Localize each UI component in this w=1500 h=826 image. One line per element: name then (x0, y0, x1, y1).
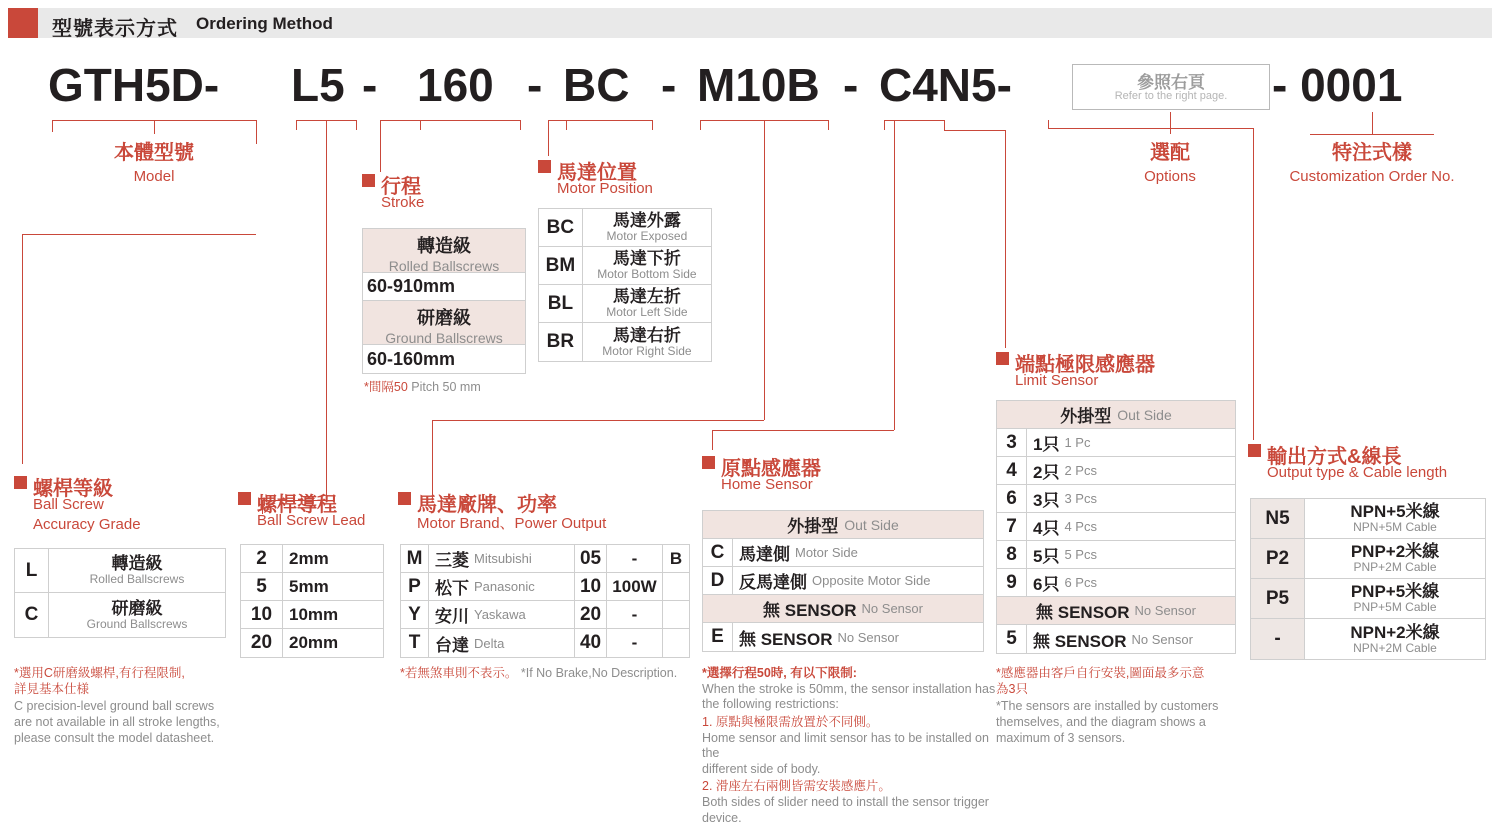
mb-pw-val-2: - (607, 601, 663, 628)
ls-key-4: 8 (997, 541, 1027, 568)
table-row (539, 285, 711, 323)
mp-val-0 (583, 209, 711, 246)
pn-dash-1: - (362, 59, 378, 111)
ot-val-3 (1305, 619, 1485, 659)
table-row (997, 625, 1235, 653)
mb-pw-key-3: 40 (575, 629, 607, 657)
label-accuracy-grade-en2: Accuracy Grade (33, 516, 141, 533)
table-row (703, 567, 983, 595)
table-row (1251, 539, 1485, 579)
mb-key-3: T (401, 629, 429, 657)
pn-dash-3: - (661, 59, 677, 111)
lead-table (240, 544, 384, 658)
mp-val-0-en: Motor Exposed (606, 229, 688, 244)
ls-note-l5: maximum of 3 sensors. (996, 730, 1126, 745)
leader-hs-stem (894, 120, 895, 430)
label-stroke-cn: 行程 (381, 176, 421, 198)
table-row (539, 209, 711, 247)
mp-val-1-en: Motor Bottom Side (597, 267, 697, 282)
label-motor-position-en: Motor Position (557, 180, 653, 197)
motor-brand-note (400, 666, 677, 682)
ls-val-7-cn: 無 SENSOR (1033, 631, 1127, 651)
ag-val-1-en: Ground Ballscrews (86, 616, 188, 631)
label-limit-sensor-en: Limit Sensor (1015, 372, 1099, 389)
ls-val-0-en: 1 Pc (1064, 435, 1091, 450)
mp-key-1: BM (539, 247, 583, 284)
hs-val-1-cn: 反馬達側 (739, 573, 807, 592)
mp-key-3: BR (539, 323, 583, 361)
ls-key-7: 5 (997, 625, 1027, 653)
table-row (997, 429, 1235, 457)
ag-val-1 (49, 593, 225, 637)
mb-pw-key-1: 10 (575, 573, 607, 600)
ls-note-l4: themselves, and the diagram shows a (996, 714, 1206, 729)
hs-val-2-cn: 無 SENSOR (763, 601, 857, 620)
ag-val-0-en: Rolled Ballscrews (89, 572, 185, 587)
stroke-note (364, 380, 481, 396)
ag-note-l1: *選用C研磨級螺桿,有行程限制, (14, 666, 185, 680)
home-sensor-table (702, 510, 984, 652)
limit-sensor-note (996, 666, 1246, 746)
header-title-cn: 型號表示方式 (52, 18, 178, 40)
ls-val-6-en: No Sensor (1134, 603, 1196, 618)
leader-custom-h (1310, 134, 1434, 135)
label-options-en: Options (1144, 168, 1196, 185)
table-row (241, 629, 383, 657)
ag-val-0 (49, 549, 225, 592)
ag-key-1: C (15, 593, 49, 637)
limit-sensor-table (996, 400, 1236, 654)
motor-brand-table (400, 544, 690, 658)
lead-val-3: 20mm (289, 633, 339, 652)
options-reference-box[interactable] (1072, 64, 1270, 110)
label-accuracy-grade-cn: 螺桿等級 (33, 478, 113, 500)
stroke-table (362, 228, 526, 374)
ls-val-0-cn: 1只 (1033, 435, 1060, 454)
pn-sensor-output: C4N5- (879, 59, 1012, 111)
home-sensor-header (703, 511, 983, 539)
table-row (1251, 579, 1485, 619)
ag-val-0-cn: 轉造級 (111, 554, 163, 574)
table-row (15, 549, 225, 593)
leader-mb-stem (764, 120, 765, 420)
label-model (78, 136, 230, 185)
lead-key-2: 10 (241, 601, 283, 628)
pn-dash-2: - (527, 59, 543, 111)
table-row (241, 601, 383, 629)
ot-val-1 (1305, 539, 1485, 578)
motor-position-table (538, 208, 712, 362)
hs-note-l8: Both sides of slider need to install the sensor trigger device. (702, 795, 989, 825)
mp-val-0-cn: 馬達外露 (612, 211, 681, 231)
hs-val-1-en: Opposite Motor Side (812, 573, 931, 588)
table-row (401, 545, 689, 573)
mp-val-3-cn: 馬達右折 (612, 325, 681, 345)
mb-brand-1 (429, 573, 575, 600)
lead-val-0: 2mm (289, 548, 329, 568)
mb-brand-0-en: Mitsubishi (474, 551, 532, 566)
mb-brake-1 (663, 573, 689, 600)
mb-brand-2-en: Yaskawa (474, 607, 526, 622)
ls-val-5-en: 6 Pcs (1064, 575, 1097, 590)
ls-note-l1: *感應器由客戶自行安裝,圖面最多示意 (996, 666, 1205, 680)
pn-motor-brand: M10B (697, 59, 820, 111)
ot-val-2-en: PNP+5M Cable (1353, 600, 1437, 615)
ls-val-1-cn: 2只 (1033, 463, 1060, 482)
mb-pw-val-1: 100W (607, 573, 663, 600)
table-row (703, 623, 983, 651)
leader-stroke-l (420, 120, 421, 130)
ls-val-2 (1027, 485, 1235, 512)
ag-note-l4: are not available in all stroke lengths, (14, 714, 220, 729)
ls-val-3 (1027, 513, 1235, 540)
label-home-sensor-cn: 原點感應器 (721, 458, 821, 480)
stroke-note-en: Pitch 50 mm (411, 380, 481, 394)
leader-mb-l (700, 120, 701, 130)
label-accuracy-grade-en: Ball Screw (33, 496, 104, 513)
label-lead-cn: 螺桿導程 (257, 494, 337, 516)
mb-brand-3 (429, 629, 575, 657)
hs-note-l5: Home sensor and limit sensor has to be installed on the (702, 730, 989, 761)
leader-stroke-stem (380, 120, 381, 172)
table-row (401, 573, 689, 601)
table-row (539, 247, 711, 285)
table-row (15, 593, 225, 637)
ot-val-3-en: NPN+2M Cable (1353, 640, 1437, 655)
ls-note-l3: *The sensors are installed by customers (996, 699, 1219, 714)
hs-key-3: E (703, 623, 733, 651)
ls-key-1: 4 (997, 457, 1027, 484)
leader-model-stem (154, 120, 155, 134)
stroke-group-0-en: Rolled Ballscrews (388, 258, 500, 274)
table-row (997, 457, 1235, 485)
mp-val-2-en: Motor Left Side (606, 305, 688, 320)
ls-key-5: 9 (997, 569, 1027, 596)
ot-val-2 (1305, 579, 1485, 618)
label-options-cn: 選配 (1150, 142, 1190, 164)
label-model-en: Model (133, 168, 175, 185)
hs-val-3-cn: 無 SENSOR (739, 629, 833, 649)
mb-key-1: P (401, 573, 429, 600)
mp-val-3 (583, 323, 711, 361)
home-sensor-header-en: Out Side (844, 516, 899, 533)
leader-mp-arm (548, 120, 566, 121)
mb-pw-val-3: - (607, 629, 663, 657)
stroke-square-icon (362, 174, 375, 187)
label-home-sensor-en: Home Sensor (721, 476, 813, 493)
mb-brand-0-cn: 三菱 (435, 551, 469, 570)
options-reference-cn: 參照右頁 (1137, 73, 1205, 92)
label-motor-brand-cn: 馬達廠牌、功率 (417, 494, 557, 516)
hs-val-3 (733, 623, 983, 651)
ls-val-4-cn: 5只 (1033, 547, 1060, 566)
pn-stroke: 160 (417, 59, 494, 111)
ot-key-3: - (1251, 619, 1305, 659)
leader-mp-h (566, 120, 652, 121)
ot-key-0: N5 (1251, 499, 1305, 538)
leader-model-r (256, 120, 257, 132)
ls-key-0: 3 (997, 429, 1027, 456)
limit-sensor-header-cell (997, 401, 1235, 428)
ag-note-l5: please consult the model datasheet. (14, 730, 215, 745)
leader-hs-h (884, 120, 944, 121)
accuracy-grade-square-icon (14, 476, 27, 489)
ls-val-6-cn: 無 SENSOR (1036, 603, 1130, 622)
mp-val-1-cn: 馬達下折 (612, 249, 681, 269)
lead-key-3: 20 (241, 629, 283, 657)
pn-tail: - 0001 (1272, 59, 1403, 111)
accuracy-grade-table (14, 548, 226, 638)
ot-val-3-cn: NPN+2米線 (1350, 622, 1440, 642)
limit-sensor-header-cn: 外掛型 (1060, 407, 1112, 426)
ot-val-0 (1305, 499, 1485, 538)
mp-key-2: BL (539, 285, 583, 322)
table-row (539, 323, 711, 361)
mb-brand-1-en: Panasonic (474, 579, 535, 594)
table-row (703, 595, 983, 623)
ot-val-1-cn: PNP+2米線 (1350, 542, 1440, 562)
home-sensor-header-cn: 外掛型 (787, 517, 839, 536)
leader-mp-stem (548, 120, 549, 156)
pn-lead: L5 (291, 59, 345, 111)
hs-note-l2: When the stroke is 50mm, the sensor installation has (702, 681, 996, 696)
mb-note-cn: *若無煞車則不表示。 (400, 666, 518, 680)
hs-val-2-en: No Sensor (861, 601, 923, 616)
motor-brand-square-icon (398, 492, 411, 505)
ls-val-2-cn: 3只 (1033, 491, 1060, 510)
leader-hs-r (944, 120, 945, 130)
limit-sensor-header-en: Out Side (1117, 406, 1172, 423)
label-stroke-en: Stroke (381, 194, 425, 211)
leader-model-drop (256, 132, 257, 144)
ls-val-7-en: No Sensor (1131, 631, 1193, 647)
mb-brand-2-cn: 安川 (435, 607, 469, 626)
mb-note-en: *If No Brake,No Description. (520, 666, 678, 680)
mb-brand-1-cn: 松下 (435, 579, 469, 598)
limit-sensor-square-icon (996, 352, 1009, 365)
leader-stroke-r (520, 120, 521, 130)
ls-val-7 (1027, 625, 1235, 653)
ls-val-1 (1027, 457, 1235, 484)
stroke-group-1 (363, 301, 525, 345)
output-type-table (1250, 498, 1486, 660)
table-row (241, 545, 383, 573)
table-row (401, 601, 689, 629)
mp-key-0: BC (539, 209, 583, 246)
leader-mp-l (566, 120, 567, 130)
label-customization-en: Customization Order No. (1289, 168, 1455, 185)
table-row (997, 541, 1235, 569)
table-row (703, 539, 983, 567)
leader-ot-tick (1048, 120, 1049, 128)
leader-hs-foot (712, 430, 894, 431)
stroke-group-0-range: 60-910mm (363, 273, 525, 301)
ag-val-1-cn: 研磨級 (111, 598, 163, 618)
ls-key-2: 6 (997, 485, 1027, 512)
leader-hs-l (884, 120, 885, 130)
hs-val-0-en: Motor Side (795, 545, 858, 560)
ag-key-0: L (15, 549, 49, 592)
pn-model: GTH5D- (48, 59, 220, 111)
ls-note-l2: 為3只 (996, 681, 1028, 696)
ot-key-2: P5 (1251, 579, 1305, 618)
ot-val-0-cn: NPN+5米線 (1350, 502, 1440, 522)
hs-note-l1: *選擇行程50時, 有以下限制: (702, 666, 857, 680)
mp-val-1 (583, 247, 711, 284)
mb-pw-key-0: 05 (575, 545, 607, 572)
label-options (1100, 136, 1240, 185)
ls-val-3-cn: 4只 (1033, 519, 1060, 538)
hs-note-l6: different side of body. (702, 761, 821, 776)
hs-val-0 (733, 539, 983, 566)
leader-custom (1372, 112, 1373, 134)
leader-ls-stem (1005, 130, 1006, 348)
options-reference-en: Refer to the right page. (1114, 90, 1228, 102)
ls-nosensor-band (997, 597, 1235, 624)
mp-val-2-cn: 馬達左折 (612, 287, 681, 307)
mb-brand-3-cn: 台達 (435, 635, 469, 655)
mb-pw-key-2: 20 (575, 601, 607, 628)
ls-val-3-en: 4 Pcs (1064, 519, 1097, 534)
hs-key-0: C (703, 539, 733, 566)
label-output-type-en: Output type & Cable length (1267, 464, 1448, 481)
mb-pw-val-0: - (607, 545, 663, 572)
ls-val-0 (1027, 429, 1235, 456)
leader-mb-r (828, 120, 829, 130)
stroke-group-1-en: Ground Ballscrews (385, 330, 503, 346)
ls-val-1-en: 2 Pcs (1064, 463, 1097, 478)
home-sensor-note (702, 666, 1002, 826)
leader-lead-l (296, 120, 297, 130)
stroke-group-1-range: 60-160mm (367, 348, 456, 369)
mb-brake-3 (663, 629, 689, 657)
mp-val-2 (583, 285, 711, 322)
ot-val-0-en: NPN+5M Cable (1353, 520, 1437, 535)
label-motor-position-cn: 馬達位置 (557, 162, 637, 184)
mb-key-0: M (401, 545, 429, 572)
table-row (1251, 619, 1485, 659)
leader-stroke-arm (380, 120, 420, 121)
mb-brake-2 (663, 601, 689, 628)
mp-val-3-en: Motor Right Side (602, 343, 692, 358)
label-customization (1252, 136, 1492, 185)
label-limit-sensor-cn: 端點極限感應器 (1015, 354, 1155, 376)
leader-stroke-h (420, 120, 520, 121)
lead-key-1: 5 (241, 573, 283, 600)
table-row (997, 513, 1235, 541)
stroke-group-1-cn: 研磨級 (417, 308, 471, 328)
ls-val-2-en: 3 Pcs (1064, 491, 1097, 506)
table-row (997, 597, 1235, 625)
hs-nosensor-band (703, 595, 983, 622)
leader-ag-stem (22, 234, 23, 464)
output-type-square-icon (1248, 444, 1261, 457)
leader-ot-h (1048, 128, 1253, 129)
lead-val-2: 10mm (289, 604, 339, 624)
mb-brand-0 (429, 545, 575, 572)
home-sensor-header-cell (703, 511, 983, 538)
ot-val-1-en: PNP+2M Cable (1353, 560, 1437, 575)
limit-sensor-header (997, 401, 1235, 429)
stroke-group-0 (363, 229, 525, 273)
hs-val-0-cn: 馬達側 (739, 545, 790, 564)
pn-dash-4: - (843, 59, 859, 111)
label-lead-en: Ball Screw Lead (257, 512, 366, 529)
home-sensor-square-icon (702, 456, 715, 469)
ls-key-3: 7 (997, 513, 1027, 540)
leader-lead-stem (326, 120, 327, 500)
leader-hs-drop (712, 430, 713, 450)
leader-model-l (52, 120, 53, 132)
leader-mb-foot (432, 420, 764, 421)
ls-val-4 (1027, 541, 1235, 568)
leader-mp-r (652, 120, 653, 130)
label-model-cn: 本體型號 (114, 142, 194, 164)
table-row (997, 485, 1235, 513)
pn-motor-position: BC (563, 59, 630, 111)
table-row (241, 573, 383, 601)
table-row (401, 629, 689, 657)
hs-note-l3: the following restrictions: (702, 697, 839, 712)
label-motor-brand-en: Motor Brand、Power Output (417, 515, 607, 532)
hs-key-1: D (703, 567, 733, 594)
ag-note-l3: C precision-level ground ball screws (14, 699, 215, 714)
mb-brake-0: B (669, 548, 683, 568)
hs-note-l7: 2. 滑座左右兩側皆需安裝感應片。 (702, 779, 891, 794)
leader-options (1170, 112, 1171, 134)
ls-val-4-en: 5 Pcs (1064, 547, 1097, 562)
mb-brand-3-en: Delta (474, 635, 505, 651)
ot-key-1: P2 (1251, 539, 1305, 578)
lead-key-0: 2 (241, 545, 283, 572)
table-row (1251, 499, 1485, 539)
ag-note-l2: 詳見基本仕様 (14, 681, 90, 696)
header-square-icon (8, 8, 38, 38)
lead-val-1: 5mm (289, 576, 329, 596)
ls-val-5-cn: 6只 (1033, 575, 1060, 594)
accuracy-grade-note (14, 666, 254, 746)
mb-key-2: Y (401, 601, 429, 628)
stroke-group-0-cn: 轉造級 (417, 236, 471, 256)
hs-val-3-en: No Sensor (837, 629, 899, 645)
motor-position-square-icon (538, 160, 551, 173)
ot-val-2-cn: PNP+5米線 (1350, 582, 1440, 602)
leader-ag-h (22, 234, 256, 235)
stroke-note-cn: *間隔50 (364, 380, 408, 394)
leader-lead-r (356, 120, 357, 130)
label-output-type-cn: 輸出方式&線長 (1267, 446, 1402, 468)
table-row (997, 569, 1235, 597)
header-title-en: Ordering Method (196, 14, 333, 33)
hs-val-1 (733, 567, 983, 594)
label-customization-cn: 特注式樣 (1332, 142, 1412, 164)
mb-brand-2 (429, 601, 575, 628)
leader-ls-arm (944, 130, 1005, 131)
lead-square-icon (238, 492, 251, 505)
hs-note-l4: 1. 原點與極限需放置於不同側。 (702, 714, 879, 729)
ls-val-5 (1027, 569, 1235, 596)
